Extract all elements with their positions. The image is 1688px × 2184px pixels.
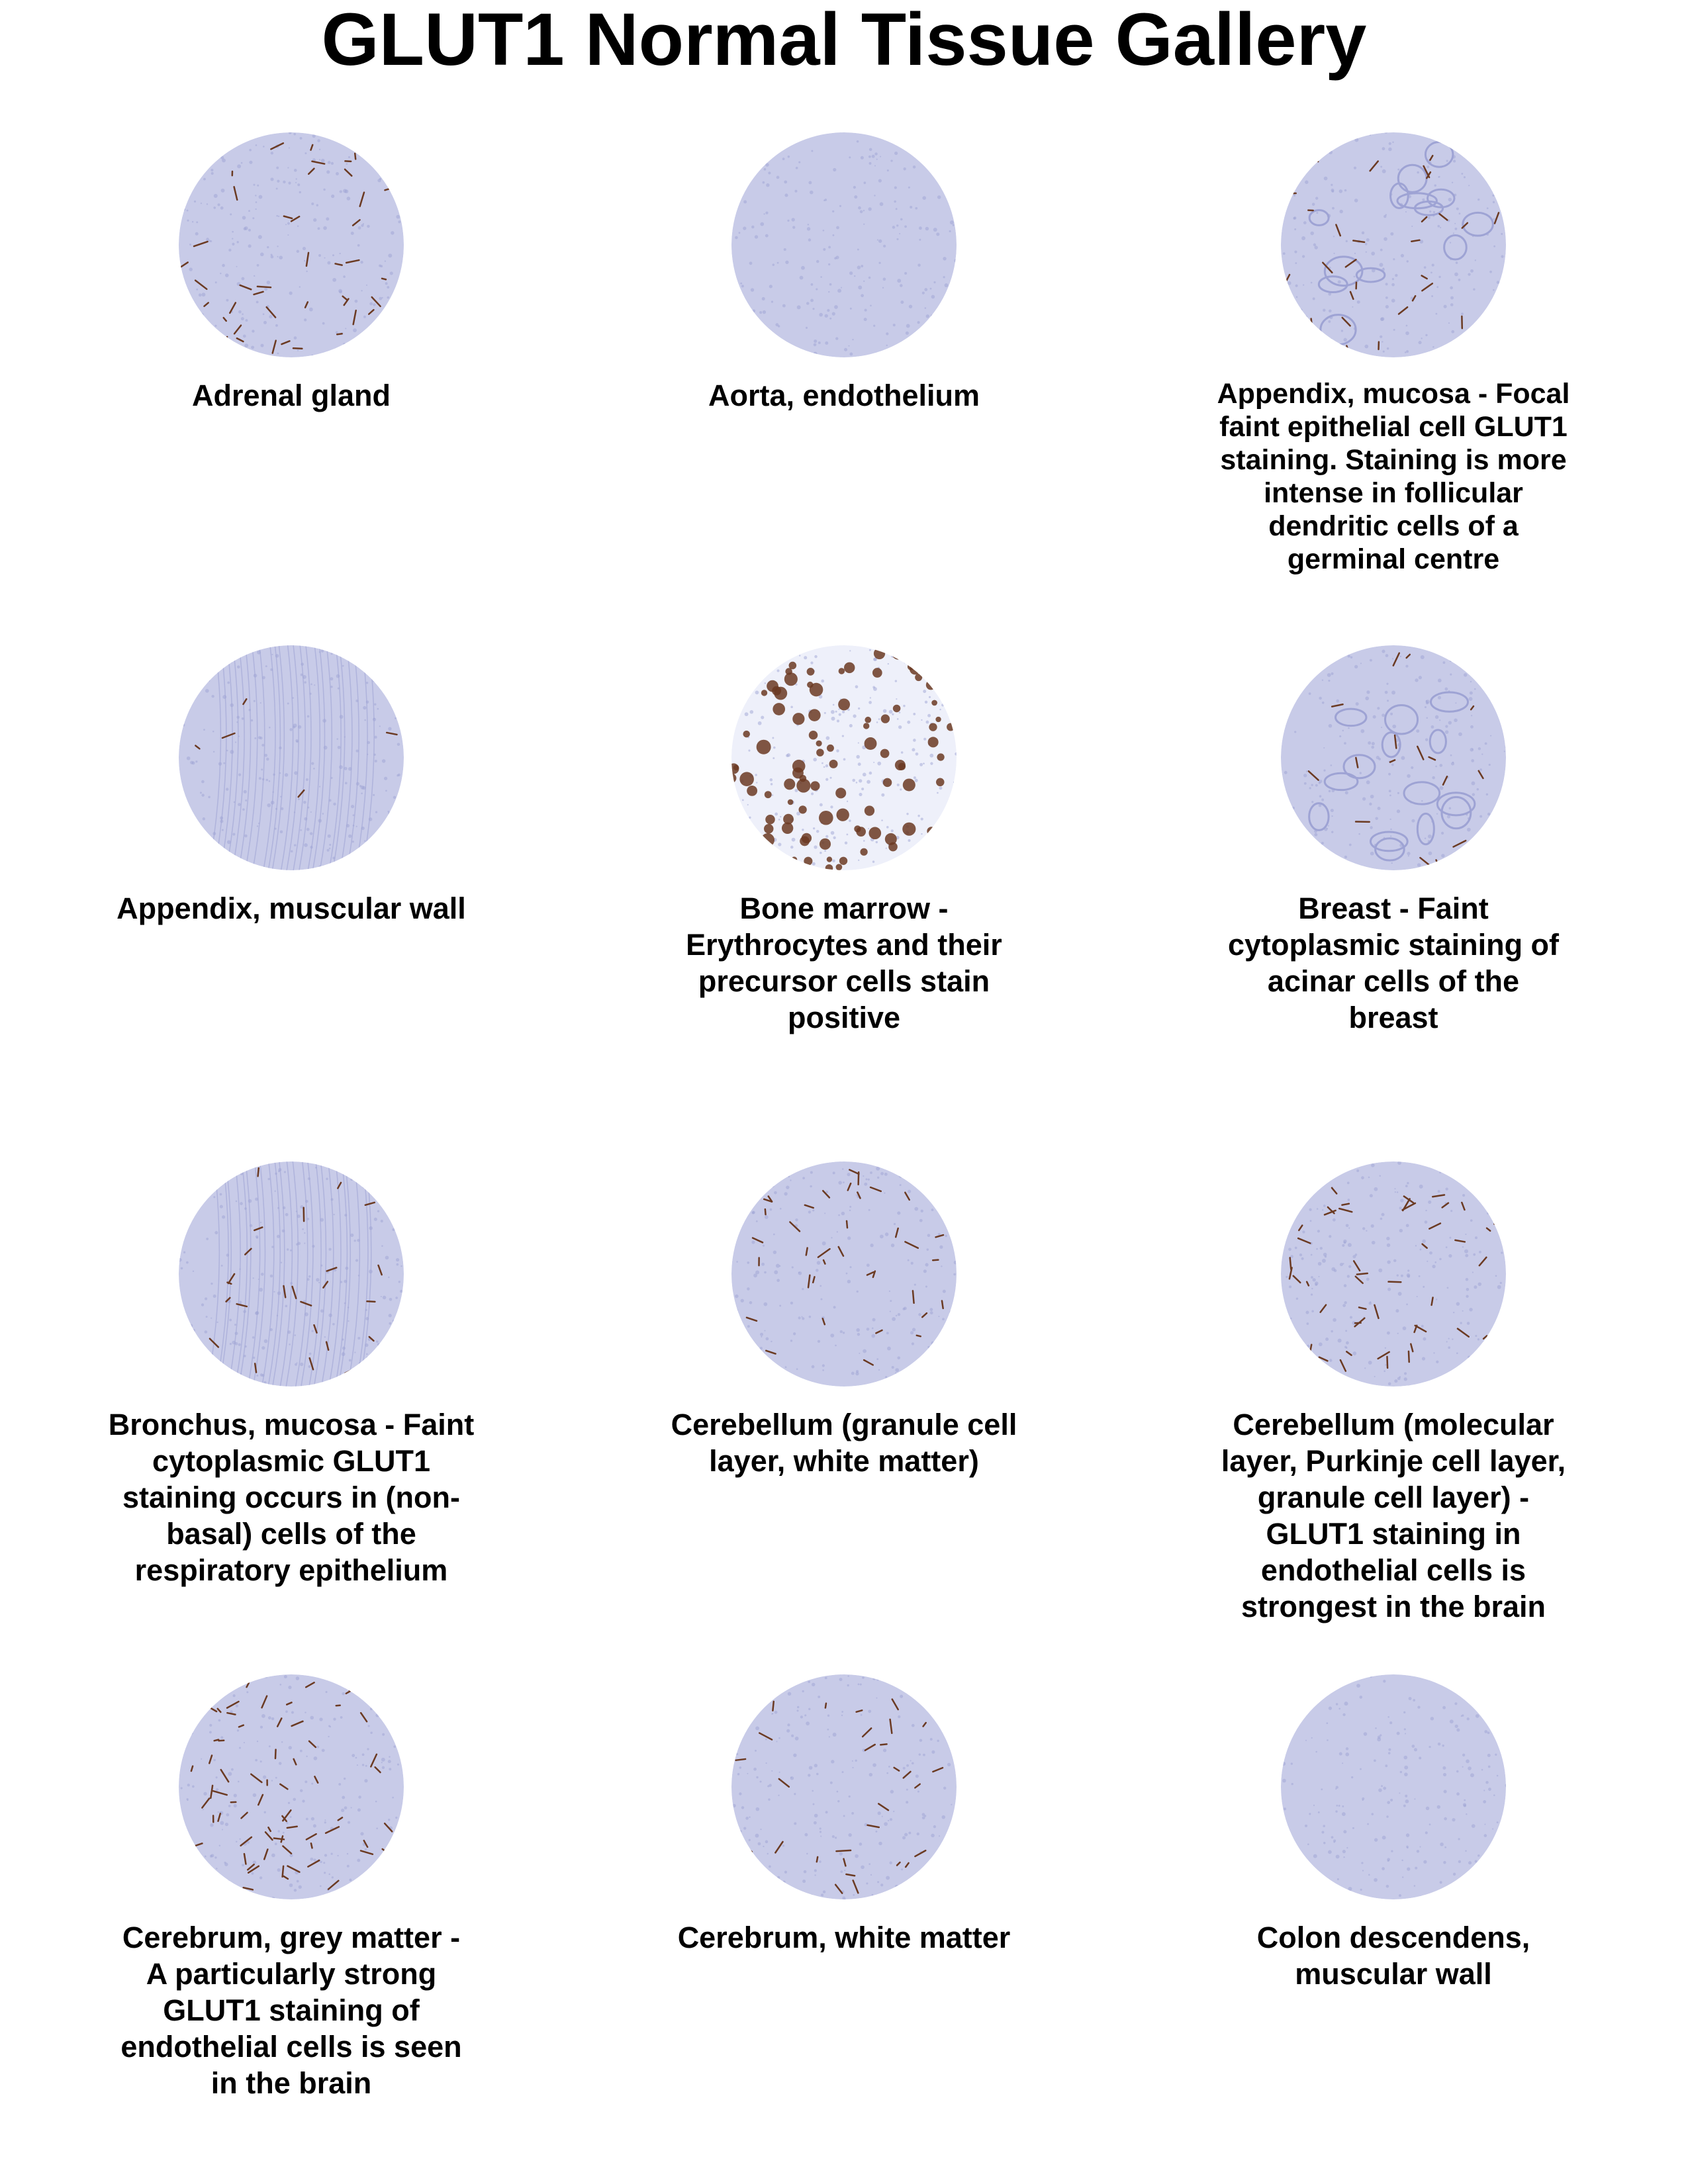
tissue-image bbox=[712, 625, 976, 890]
tissue-core bbox=[731, 1161, 957, 1387]
tissue-core-graphic bbox=[712, 113, 976, 377]
tissue-image bbox=[1261, 625, 1526, 890]
tissue-core-graphic bbox=[1261, 1142, 1526, 1406]
tissue-caption: Breast - Faint cytoplasmic staining of acinar cells of the breast bbox=[1227, 891, 1560, 1034]
tissue-core-graphic bbox=[712, 625, 976, 890]
tissue-image bbox=[1261, 1142, 1526, 1406]
tissue-caption: Appendix, mucosa - Focal faint epithelial cell GLUT1 staining. Staining is more intense in follicular dendritic cells of a germinal centre bbox=[1217, 378, 1570, 575]
tissue-caption: Aorta, endothelium bbox=[708, 379, 980, 412]
tissue-core-graphic bbox=[712, 1142, 976, 1406]
tissue-caption: Cerebrum, white matter bbox=[677, 1921, 1011, 1954]
tissue-core bbox=[731, 132, 957, 357]
tissue-image bbox=[159, 113, 424, 377]
tissue-core-graphic bbox=[1261, 625, 1526, 890]
tissue-image bbox=[159, 625, 424, 890]
tissue-core-graphic bbox=[1261, 113, 1526, 377]
tissue-caption: Cerebellum (granule cell layer, white matter) bbox=[671, 1408, 1017, 1478]
tissue-core-graphic bbox=[159, 1655, 424, 1919]
page-title: GLUT1 Normal Tissue Gallery bbox=[321, 0, 1367, 81]
tissue-core bbox=[1281, 645, 1506, 870]
tissue-core-graphic bbox=[159, 625, 424, 890]
tissue-core-graphic bbox=[159, 1142, 424, 1406]
tissue-caption: Appendix, muscular wall bbox=[117, 891, 466, 925]
tissue-image bbox=[712, 1142, 976, 1406]
tissue-caption: Cerebellum (molecular layer, Purkinje cell layer, granule cell layer) - GLUT1 staining in endothelial cells is strongest in the brain bbox=[1221, 1408, 1566, 1623]
tissue-image bbox=[1261, 113, 1526, 377]
tissue-core bbox=[179, 132, 404, 357]
tissue-core-graphic bbox=[712, 1655, 976, 1919]
tissue-caption: Colon descendens, muscular wall bbox=[1256, 1921, 1530, 1991]
tissue-core-graphic bbox=[1261, 1655, 1526, 1919]
tissue-caption: Bronchus, mucosa - Faint cytoplasmic GLUT1 staining occurs in (non-basal) cells of the respiratory epithelium bbox=[108, 1408, 475, 1587]
tissue-caption: Cerebrum, grey matter - A particularly strong GLUT1 staining of endothelial cells is seen in the brain bbox=[120, 1921, 462, 2100]
tissue-caption: Bone marrow - Erythrocytes and their precursor cells stain positive bbox=[686, 891, 1002, 1034]
tissue-image bbox=[159, 1655, 424, 1919]
tissue-image bbox=[159, 1142, 424, 1406]
tissue-core bbox=[731, 1674, 957, 1899]
tissue-caption: Adrenal gland bbox=[191, 379, 391, 412]
tissue-image bbox=[1261, 1655, 1526, 1919]
tissue-image bbox=[712, 113, 976, 377]
tissue-core bbox=[1281, 1674, 1506, 1899]
tissue-core bbox=[1281, 1161, 1506, 1387]
tissue-core-graphic bbox=[159, 113, 424, 377]
tissue-image bbox=[712, 1655, 976, 1919]
